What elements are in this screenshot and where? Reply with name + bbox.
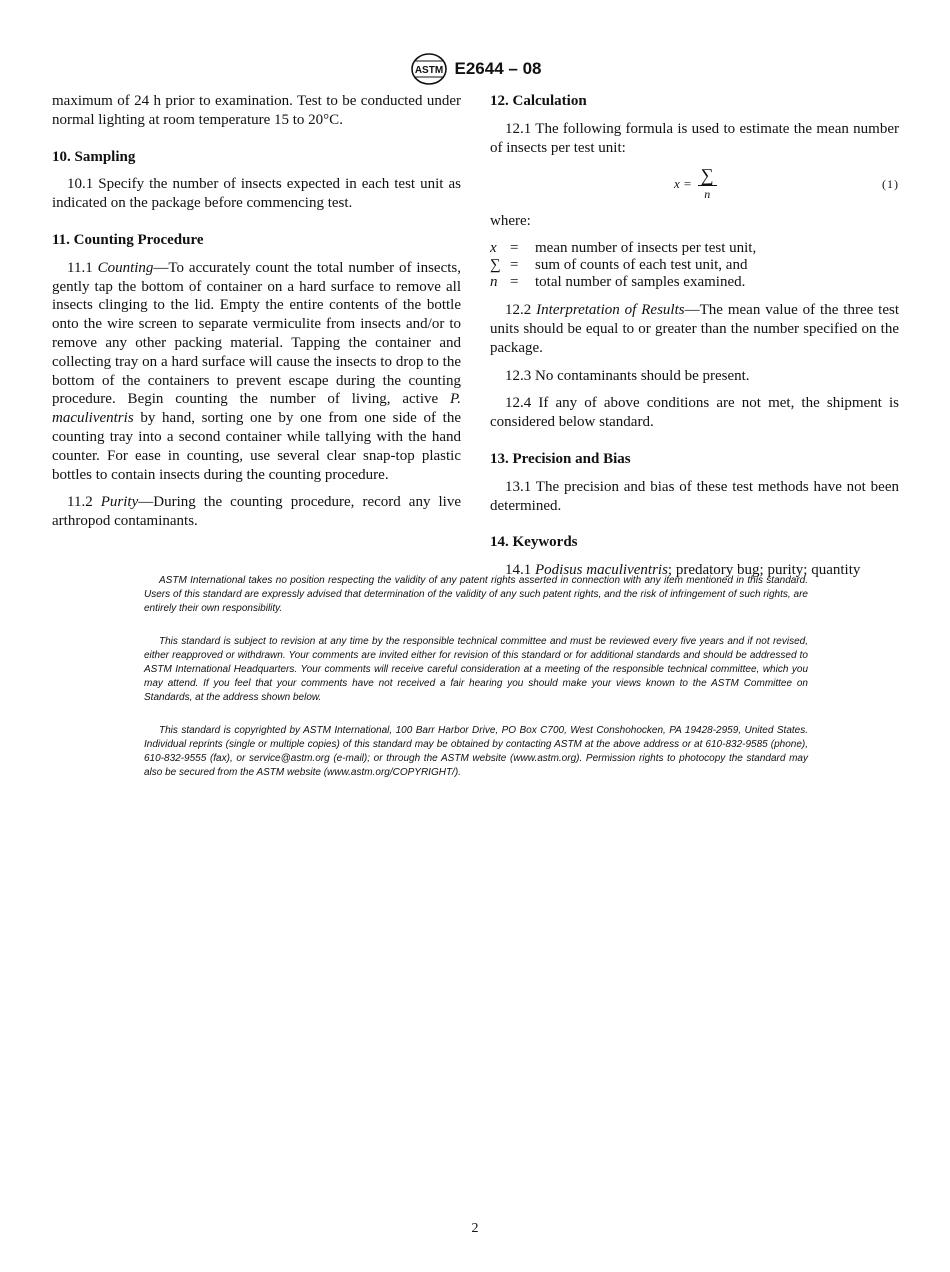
definition-row: x = mean number of insects per test unit, (490, 240, 757, 257)
paragraph-11-1: 11.1 Counting—To accurately count the total number of insects, gently tap the bottom of container on a hard surface to remove all insects clinging to the lid. Empty the entire contents of the bottle onto the wire screen to separate vermiculite from insects and/or to remove any other packing material. Tapping the container and collecting tray on a hard surface will cause the insects to drop to the bottom of the containers to prevent escape during the counting procedure. Begin counting the number of living, active P. maculiventris by hand, sorting one by one from one side of the counting tray into a second container while tallying with the hand counter. For ease in counting, use several clear snap-top plastic bottles to contain insects during the counting procedure. (52, 259, 461, 483)
paragraph-10-1: 10.1 Specify the number of insects expected in each test unit as indicated on the package before commencing test. (52, 176, 461, 212)
page-number: 2 (471, 1221, 479, 1236)
term-counting: Counting (97, 259, 154, 276)
legal-notice-revision: This standard is subject to revision at any time by the responsible technical committee and must be reviewed every five years and if not revised, either reapproved or withdrawn. Your comments are invited either for revision of this standard or for additional standards and should be addressed to ASTM International Headquarters. Your comments will receive careful consideration at a meeting of the responsible technical committee, which you may attend. If you feel that your comments have not received a fair hearing you should make your views known to the ASTM Committee on Standards, at the address shown below. (144, 636, 808, 703)
document-id: E2644 – 08 (454, 59, 542, 78)
term-interpretation: Interpretation of Results (536, 302, 685, 319)
equation-1 (490, 166, 899, 204)
page-header (0, 52, 950, 86)
term-purity: Purity (100, 494, 139, 511)
paragraph-12-2: 12.2 Interpretation of Results—The mean value of the three test units should be equal to or greater than the number specified on the package. (490, 302, 900, 356)
variable-definitions (490, 240, 899, 291)
species-name: Podisus maculiventris (535, 562, 668, 579)
section-10-title: 10. Sampling (52, 148, 136, 165)
paragraph-12-4: 12.4 If any of above conditions are not met, the shipment is considered below standard. (490, 395, 899, 431)
section-14-title: 14. Keywords (490, 534, 578, 551)
paragraph-13-1: 13.1 The precision and bias of these test methods have not been determined. (490, 478, 899, 514)
paragraph-continued: maximum of 24 h prior to examination. Test to be conducted under normal lighting at room temperature 15 to 20°C. (52, 93, 461, 128)
formula-fraction (698, 166, 717, 202)
paragraph-14-1: 14.1 Podisus maculiventris; predatory bug; purity; quantity (505, 562, 861, 579)
paragraph-11-2: 11.2 Purity—During the counting procedure, record any live arthropod contaminants. (52, 494, 462, 530)
left-column (52, 92, 461, 540)
paragraph-12-1: 12.1 The following formula is used to estimate the mean number of insects per test unit: (490, 120, 899, 156)
section-11-title: 11. Counting Procedure (52, 231, 204, 248)
astm-logo-icon (409, 52, 449, 86)
equation-number: (1) (882, 177, 899, 192)
where-label: where: (490, 213, 531, 230)
section-13-title: 13. Precision and Bias (490, 450, 631, 467)
species-name: P. maculiventris (52, 391, 461, 427)
right-column (490, 92, 899, 589)
definition-row: n = total number of samples examined. (490, 274, 746, 291)
formula (674, 166, 717, 202)
legal-notice-patent: ASTM International takes no position respecting the validity of any patent rights asserted in connection with any item mentioned in this standard. Users of this standard are expressly advised that determination of the validity of any such patent rights, and the risk of infringement of such rights, are entirely their own responsibility. (144, 575, 808, 614)
formula-denominator: n (704, 187, 711, 202)
paragraph-12-3: 12.3 No contaminants should be present. (505, 367, 750, 384)
logo-label: ASTM (414, 65, 443, 76)
formula-numerator: ∑ (698, 166, 717, 186)
legal-notice-copyright: This standard is copyrighted by ASTM International, 100 Barr Harbor Drive, PO Box C700, West Conshohocken, PA 19428-2959, United States. Individual reprints (single or multiple copies) of this standard may be obtained by contacting ASTM at the above address or at 610-832-9585 (phone), 610-832-9555 (fax), or service@astm.org (e-mail); or through the ASTM website (www.astm.org). Permission rights to photocopy the standard may also be secured from the ASTM website (www.astm.org/COPYRIGHT/). (144, 725, 808, 778)
definition-row: ∑ = sum of counts of each test unit, and (490, 257, 748, 274)
formula-lhs: x = (674, 175, 692, 191)
section-12-title: 12. Calculation (490, 93, 587, 109)
